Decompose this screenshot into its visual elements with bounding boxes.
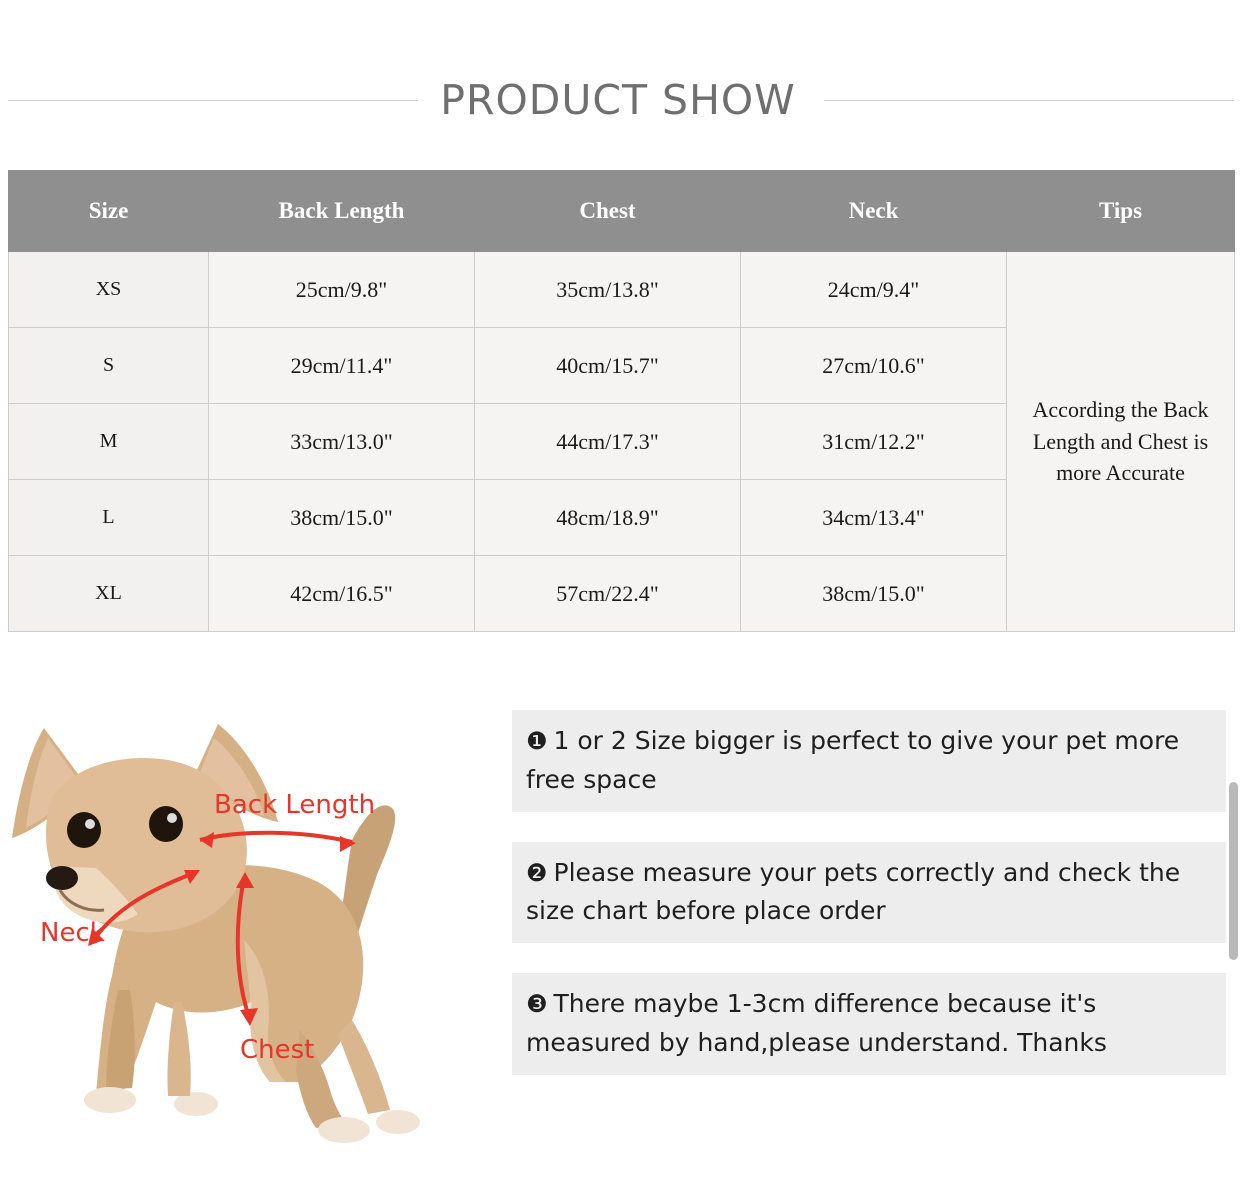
header-rule-left (8, 100, 418, 101)
table-header-row (9, 171, 1235, 252)
cell-neck: 31cm/12.2" (741, 404, 1007, 480)
notes-list (512, 710, 1226, 1105)
column-header-size: Size (9, 171, 209, 252)
label-chest: Chest (240, 1035, 315, 1065)
column-header-back-length: Back Length (209, 171, 475, 252)
label-neck: Neck (40, 918, 105, 948)
cell-back-length: 25cm/9.8" (209, 252, 475, 328)
note-text-2: Please measure your pets correctly and check the size chart before place order (526, 857, 1181, 926)
cell-chest: 35cm/13.8" (475, 252, 741, 328)
cell-back-length: 29cm/11.4" (209, 328, 475, 404)
cell-size: L (9, 480, 209, 556)
cell-size: S (9, 328, 209, 404)
column-header-neck: Neck (741, 171, 1007, 252)
measurement-guide-section (0, 690, 1242, 1179)
size-chart-table-wrapper (8, 170, 1234, 632)
cell-back-length: 38cm/15.0" (209, 480, 475, 556)
cell-chest: 48cm/18.9" (475, 480, 741, 556)
cell-back-length: 42cm/16.5" (209, 556, 475, 632)
note-marker-1: ❶ (526, 727, 548, 755)
label-back-length: Back Length (214, 790, 376, 820)
cell-size: M (9, 404, 209, 480)
table-row (9, 252, 1235, 328)
cell-tips: According the Back Length and Chest is more Accurate (1007, 252, 1235, 632)
cell-size: XS (9, 252, 209, 328)
note-item (512, 973, 1226, 1075)
note-marker-3: ❸ (526, 990, 548, 1018)
cell-chest: 57cm/22.4" (475, 556, 741, 632)
note-item (512, 710, 1226, 812)
header-rule-right (824, 100, 1234, 101)
cell-neck: 38cm/15.0" (741, 556, 1007, 632)
note-text-1: 1 or 2 Size bigger is perfect to give your pet more free space (526, 726, 1180, 794)
cell-chest: 44cm/17.3" (475, 404, 741, 480)
dog-measurement-illustration (0, 690, 500, 1179)
cell-neck: 24cm/9.4" (741, 252, 1007, 328)
size-chart-table (8, 170, 1235, 632)
note-item (512, 842, 1226, 944)
page-header (0, 58, 1242, 138)
cell-size: XL (9, 556, 209, 632)
note-text-3: There maybe 1-3cm difference because it's measured by hand,please understand. Thanks (526, 989, 1107, 1057)
cell-neck: 34cm/13.4" (741, 480, 1007, 556)
cell-back-length: 33cm/13.0" (209, 404, 475, 480)
column-header-chest: Chest (475, 171, 741, 252)
cell-chest: 40cm/15.7" (475, 328, 741, 404)
column-header-tips: Tips (1007, 171, 1235, 252)
note-marker-2: ❷ (526, 858, 548, 887)
page-scrollbar[interactable] (1229, 782, 1238, 960)
page-title: PRODUCT SHOW (424, 58, 812, 142)
cell-neck: 27cm/10.6" (741, 328, 1007, 404)
